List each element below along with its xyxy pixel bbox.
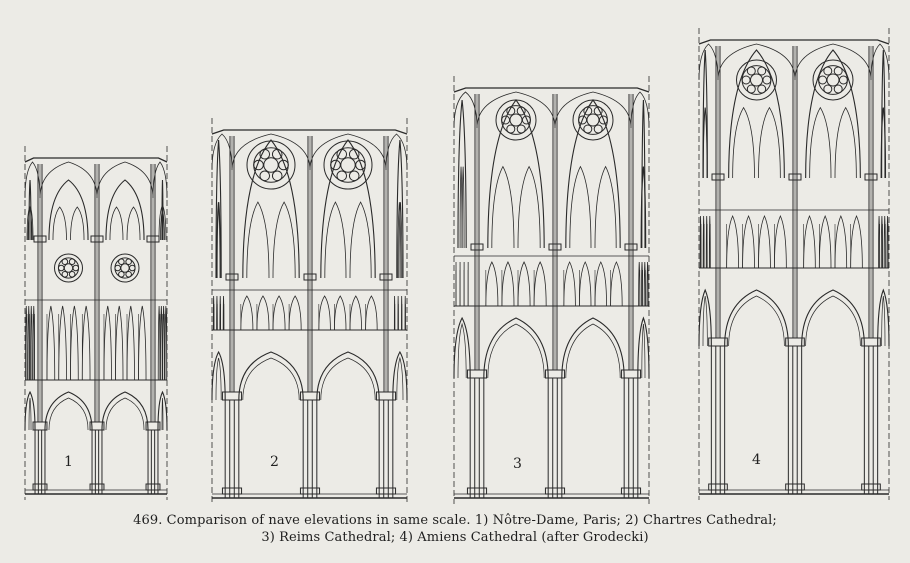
re-triforium-arch	[502, 262, 514, 306]
re-lancet-right	[462, 167, 464, 248]
nd-arcade-arch-inner	[29, 398, 31, 430]
re-arcade-arch-inner	[488, 324, 544, 378]
nd-arcade-arch-inner	[162, 398, 163, 430]
ch-arcade-arch-inner	[397, 358, 403, 400]
re-lancet-right	[518, 167, 540, 248]
nd-rose-window-eye	[121, 264, 129, 272]
am-rose-window-foil	[819, 76, 827, 84]
am-triforium-arch	[727, 216, 739, 268]
re-rose-window-inner	[579, 106, 608, 135]
re-roof-line	[454, 88, 649, 92]
ch-rose-window-inner	[331, 148, 366, 183]
re-arcade-arch	[454, 318, 470, 378]
am-triforium-arch	[804, 216, 816, 268]
nd-clerestory-arch	[49, 180, 88, 240]
ch-clerestory-arch	[321, 140, 375, 278]
ch-rose-window-foil	[337, 171, 347, 181]
am-rose-window-inner	[819, 66, 848, 95]
ch-triforium-arch	[334, 296, 346, 330]
re-vault-rib	[555, 92, 631, 128]
am-triforium-arch	[851, 216, 863, 268]
ch-rose-window-foil	[349, 149, 359, 159]
nd-rose-window-foil	[119, 259, 125, 265]
nd-triforium-arch	[127, 306, 135, 380]
am-rose-window-foil	[747, 67, 755, 75]
re-rose-window-foil	[584, 125, 592, 133]
nd-rose-window-eye	[64, 264, 72, 272]
elevation-number-1: 1	[64, 454, 73, 470]
am-rose-window-foil	[824, 85, 832, 93]
nd-rose-window-foil	[69, 272, 75, 278]
am-triforium-arch	[819, 216, 831, 268]
am-triforium-arch	[743, 216, 755, 268]
re-arcade-arch-inner	[566, 324, 620, 378]
ch-lancet-right	[273, 202, 295, 278]
ch-triforium-arch	[257, 296, 269, 330]
re-triforium-arch	[486, 262, 498, 306]
nd-rose-window-foil	[69, 259, 75, 265]
nd-arcade-arch-inner	[106, 398, 144, 430]
am-lancet-left	[810, 108, 831, 178]
ch-rose-window-eye	[341, 158, 355, 172]
ch-rose-window-foil	[260, 171, 270, 181]
re-rose-window-eye	[587, 114, 599, 126]
am-triforium-arch	[774, 216, 786, 268]
elevation-number-3: 3	[513, 456, 522, 472]
am-rose-window-eye	[827, 74, 839, 86]
nd-rose-window-foil	[119, 272, 125, 278]
elevation-amiens	[699, 28, 889, 500]
re-triforium-arch	[595, 262, 607, 306]
ch-roof-line	[212, 130, 407, 134]
am-rose-window-foil	[824, 67, 832, 75]
re-rose-window-eye	[510, 114, 522, 126]
nd-rose-window-foil	[62, 272, 68, 278]
nd-rose-window-foil	[73, 265, 79, 271]
ch-triforium-arch	[366, 296, 378, 330]
ch-triforium-arch	[319, 296, 331, 330]
nd-rose-window-inner	[115, 258, 135, 278]
elevation-number-4: 4	[752, 452, 761, 468]
nd-rose-window-inner	[58, 258, 78, 278]
re-triforium-arch	[564, 262, 576, 306]
am-lancet-left	[733, 108, 755, 178]
am-arcade-arch-inner	[882, 296, 885, 346]
nd-rose-window-foil	[129, 265, 135, 271]
nd-triforium-arch	[82, 306, 90, 380]
nd-rose-window-foil	[62, 259, 68, 265]
re-triforium-arch	[518, 262, 530, 306]
elevation-chartres	[212, 118, 407, 504]
ch-lancet-left	[325, 202, 346, 278]
am-clerestory-arch	[806, 50, 861, 178]
am-arcade-arch-inner	[703, 296, 707, 346]
am-rose-window-foil	[834, 85, 842, 93]
ch-rose-window-inner	[254, 148, 289, 183]
re-rose-window-foil	[594, 125, 602, 133]
ch-lancet-right	[350, 202, 371, 278]
am-vault-rib	[699, 44, 718, 80]
ch-rose-window-foil	[349, 171, 359, 181]
re-rose-window-foil	[507, 125, 515, 133]
am-triforium-arch	[759, 216, 771, 268]
nd-rose-window-foil	[126, 272, 132, 278]
elevation-notre-dame	[25, 146, 167, 500]
am-rose-window-foil	[758, 85, 766, 93]
am-rose-window-foil	[758, 67, 766, 75]
ch-clerestory-arch	[243, 140, 299, 278]
am-rose-window-foil	[742, 76, 750, 84]
re-arcade-arch-inner	[458, 324, 466, 378]
re-arcade-arch-inner	[642, 324, 645, 378]
nd-arcade-arch	[158, 392, 167, 430]
re-vault-rib	[454, 92, 477, 128]
nd-clerestory-arch	[106, 180, 144, 240]
re-lancet-right	[595, 167, 616, 248]
am-rose-window-inner	[742, 66, 771, 95]
nd-lancet-left	[110, 207, 123, 240]
re-lancet-left	[570, 167, 591, 248]
nd-triforium-arch	[71, 306, 79, 380]
am-clerestory-arch	[729, 50, 785, 178]
am-arcade-arch-inner	[806, 296, 861, 346]
re-rose-window-inner	[502, 106, 531, 135]
am-rose-window-foil	[839, 76, 847, 84]
ch-triforium-arch	[289, 296, 301, 330]
am-roof-line	[699, 40, 889, 44]
re-rose-window-foil	[517, 125, 525, 133]
nd-triforium-arch	[104, 306, 112, 380]
ch-rose-window-foil	[272, 171, 282, 181]
nd-lancet-left	[53, 207, 67, 240]
elevation-number-2: 2	[270, 454, 279, 470]
ch-rose-window-eye	[264, 158, 278, 172]
am-vault-rib	[871, 44, 889, 80]
ch-triforium-arch	[241, 296, 253, 330]
nd-rose-window-foil	[58, 265, 64, 271]
nd-triforium-arch	[47, 306, 55, 380]
am-rose-window-eye	[751, 74, 763, 86]
nd-roof-line	[25, 158, 167, 162]
ch-vault-rib	[386, 134, 407, 170]
am-triforium-arch	[835, 216, 847, 268]
nd-rose-window-foil	[115, 265, 121, 271]
re-vault-rib	[631, 92, 649, 128]
am-rose-window-foil	[834, 67, 842, 75]
re-vault-rib	[477, 92, 555, 128]
figure-caption-line-1: 469. Comparison of nave elevations in same scale. 1) Nôtre-Dame, Paris; 2) Chartres Cathedral;	[133, 513, 777, 528]
ch-lancet-left	[247, 202, 269, 278]
am-lancet-right	[759, 108, 781, 178]
nd-rose-window-foil	[126, 259, 132, 265]
elevation-reims	[454, 76, 649, 504]
re-clerestory-arch	[566, 100, 620, 248]
re-lancet-left	[492, 167, 514, 248]
re-triforium-arch	[611, 262, 623, 306]
ch-arcade-arch-inner	[216, 358, 221, 400]
am-rose-window-foil	[763, 76, 771, 84]
am-lancet-right	[835, 108, 856, 178]
nd-lancet-right	[71, 207, 85, 240]
re-triforium-arch	[534, 262, 546, 306]
ch-triforium-arch	[350, 296, 362, 330]
am-arcade-arch-inner	[729, 296, 785, 346]
nd-triforium-arch	[139, 306, 147, 380]
ch-triforium-arch	[273, 296, 285, 330]
re-lancet-left	[460, 167, 462, 248]
re-triforium-arch	[579, 262, 591, 306]
nd-triforium-arch	[115, 306, 123, 380]
nd-lancet-right	[127, 207, 140, 240]
ch-vault-rib	[212, 134, 232, 170]
ch-rose-window-foil	[337, 149, 347, 159]
nd-arcade-arch-inner	[49, 398, 88, 430]
figure-caption-line-2: 3) Reims Cathedral; 4) Amiens Cathedral (after Grodecki)	[261, 530, 649, 545]
nd-triforium-arch	[59, 306, 67, 380]
am-rose-window-foil	[747, 85, 755, 93]
